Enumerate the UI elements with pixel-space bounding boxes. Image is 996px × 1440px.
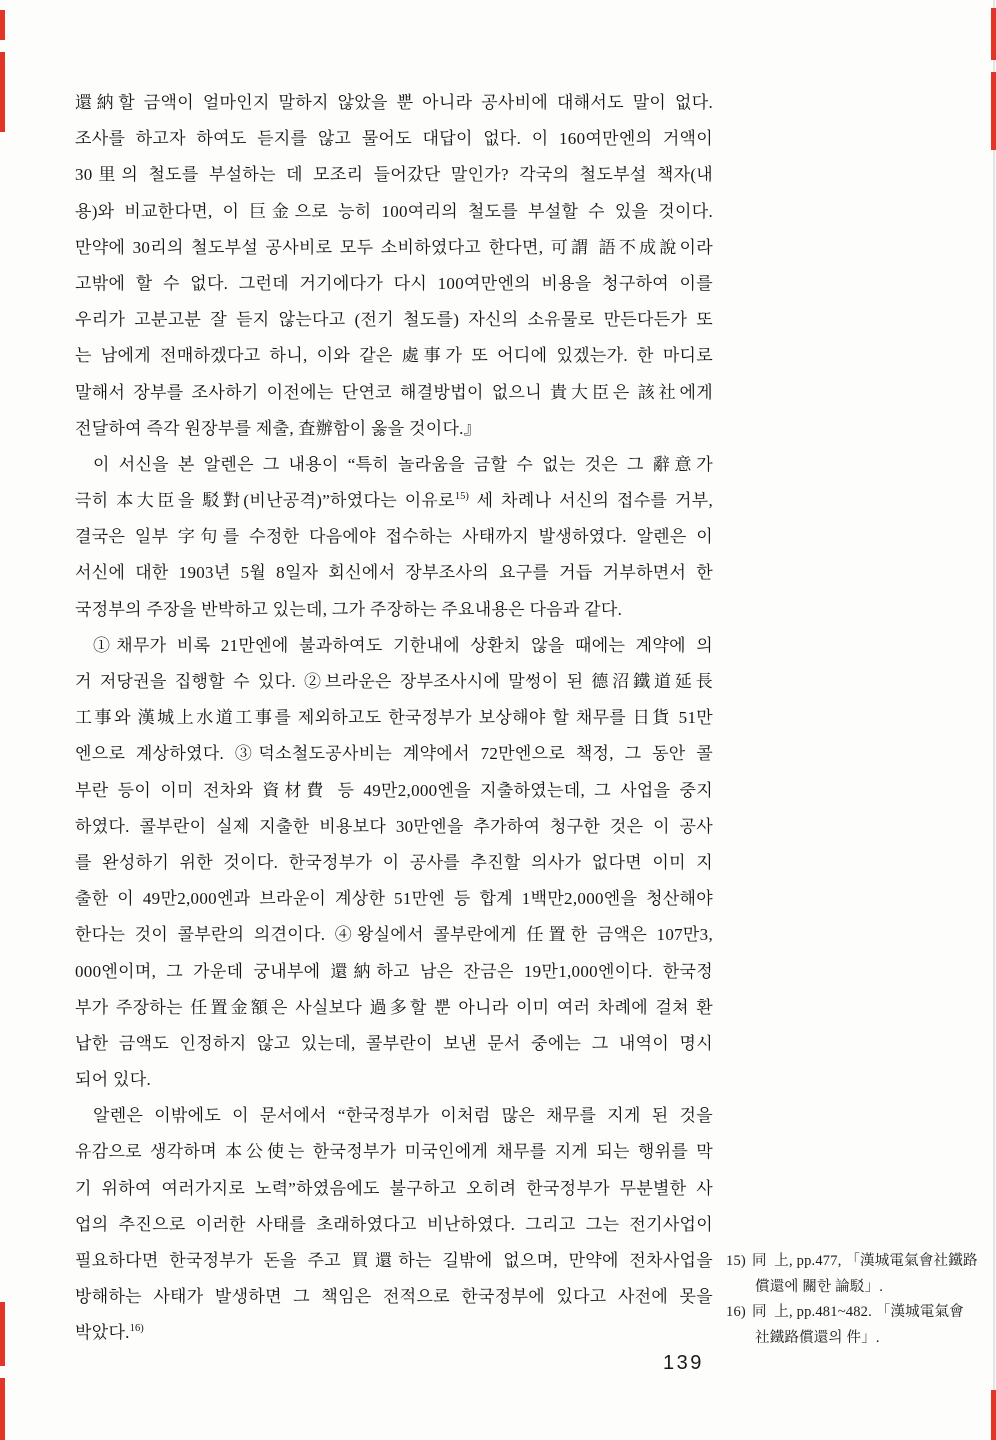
body-line: 를 완성하기 위한 것이다. 한국정부가 이 공사를 추진할 의사가 없다면 이미 지 (75, 852, 713, 872)
body-line: 는 남에게 전매하겠다고 하니, 이와 같은 處事가 또 어디에 있겠는가. 한 마디로 (75, 346, 713, 366)
footnote-first-line: 16) 同 上, pp.481~482. 「漢城電氣會 (726, 1304, 964, 1320)
footnote-line: 償還에 關한 論駁」. (755, 1278, 884, 1295)
footnote-ref: 16) (129, 1323, 144, 1335)
body-line: 000엔이며, 그 가운데 궁내부에 還納하고 남은 잔금은 19만1,000엔이다. 한국정 (75, 961, 713, 981)
body-line: 알렌은 이밖에도 이 문서에서 “한국정부가 이처럼 많은 채무를 지게 된 것을 (93, 1106, 713, 1126)
scan-edge-shadow (993, 0, 995, 1440)
body-line: 결국은 일부 字句를 수정한 다음에야 접수하는 사태까지 발생하였다. 알렌은 이 (75, 527, 713, 547)
footnote-ref: 15) (454, 491, 469, 503)
body-line: ①채무가 비록 21만엔에 불과하여도 기한내에 상환치 않을 때에는 계약에 의 (93, 635, 713, 655)
body-line: 工事와 漢城上水道工事를 제외하고도 한국정부가 보상해야 할 채무를 日貨 51만 (75, 708, 713, 728)
footnotes (726, 1249, 990, 1351)
body-line: 이 서신을 본 알렌은 그 내용이 “특히 놀라움을 금할 수 없는 것은 그 辭意가 (93, 454, 713, 474)
body-line: 30里의 철도를 부설하는 데 모조리 들어갔단 말인가? 각국의 철도부설 책자(내 (75, 165, 713, 185)
body-line: 하였다. 콜부란이 실제 지출한 비용보다 30만엔을 추가하여 청구한 것은 이 공사 (75, 816, 713, 836)
footnote-marker: 15) (726, 1253, 746, 1269)
red-edge-mark (991, 8, 996, 60)
red-edge-mark (0, 1378, 5, 1440)
red-edge-mark (0, 1302, 5, 1366)
red-edge-mark (991, 1390, 996, 1440)
body-line: 박았다.$^{16)}$ (75, 1323, 144, 1343)
footnote (726, 1249, 990, 1300)
footnote (726, 1300, 990, 1351)
page-number: 139 (663, 1352, 704, 1374)
footnote-marker: 16) (726, 1304, 746, 1320)
body-line: 국정부의 주장을 반박하고 있는데, 그가 주장하는 주요내용은 다음과 같다. (75, 599, 623, 619)
body-line: 만약에 30리의 철도부설 공사비로 모두 소비하였다고 한다면, 可謂 語不成說이라 (75, 237, 713, 257)
red-edge-mark (991, 72, 996, 150)
body-line: 한다는 것이 콜부란의 의견이다. ④왕실에서 콜부란에게 任置한 금액은 107만3, (75, 925, 713, 945)
body-line: 되어 있다. (75, 1070, 151, 1090)
body-line: 부가 주장하는 任置金額은 사실보다 過多할 뿐 아니라 이미 여러 차례에 걸쳐 환 (75, 997, 713, 1017)
body-line: 납한 금액도 인정하지 않고 있는데, 콜부란이 보낸 문서 중에는 그 내역이 명시 (75, 1033, 713, 1053)
body-line: 필요하다면 한국정부가 돈을 주고 買還하는 길밖에 없으며, 만약에 전차사업을 (75, 1251, 713, 1270)
footnote-line: 社鐵路償還의 件」. (755, 1329, 880, 1346)
body-line: 우리가 고분고분 잘 듣지 않는다고 (전기 철도를) 자신의 소유물로 만든다든가 또 (75, 310, 713, 330)
body-line: 서신에 대한 1903년 5월 8일자 회신에서 장부조사의 요구를 거듭 거부하면서 한 (75, 563, 713, 583)
body-line: 고밖에 할 수 없다. 그런데 거기에다가 다시 100여만엔의 비용을 청구하여 이를 (75, 273, 713, 293)
body-line: 용)와 비교한다면, 이 巨金으로 능히 100여리의 철도를 부설할 수 있을 것이다. (75, 201, 713, 221)
body-line: 극히 本大臣을 駁對(비난공격)”하였다는 이유로$^{15)}$ 세 차례나 서신의 접수를 거부, (75, 491, 713, 511)
body-line: 엔으로 계상하였다. ③덕소철도공사비는 계약에서 72만엔으로 책정, 그 동안 콜 (75, 744, 713, 764)
body-text (75, 85, 713, 1352)
body-line: 조사를 하고자 하여도 듣지를 않고 물어도 대답이 없다. 이 160여만엔의 거액이 (75, 129, 713, 149)
body-line: 말해서 장부를 조사하기 이전에는 단연코 해결방법이 없으니 貴大臣은 該社에게 (75, 382, 713, 402)
footnote-first-line: 15) 同 上, pp.477, 「漢城電氣會社鐵路 (726, 1253, 978, 1269)
body-line: 부란 등이 이미 전차와 資材費 등 49만2,000엔을 지출하였는데, 그 사업을 중지 (75, 780, 713, 800)
body-line: 출한 이 49만2,000엔과 브라운이 계상한 51만엔 등 합계 1백만2,000엔을 청산해야 (75, 889, 713, 909)
body-line: 기 위하여 여러가지로 노력”하였음에도 불구하고 오히려 한국정부가 무분별한 사 (75, 1178, 713, 1198)
body-line: 거 저당권을 집행할 수 있다. ②브라운은 장부조사시에 말썽이 된 德沼鐵道延長 (75, 672, 713, 691)
red-edge-mark (0, 10, 5, 40)
body-line: 업의 추진으로 이러한 사태를 초래하였다고 비난하였다. 그리고 그는 전기사업이 (75, 1214, 713, 1234)
red-edge-mark (0, 52, 5, 132)
body-line: 還納할 금액이 얼마인지 말하지 않았을 뿐 아니라 공사비에 대해서도 말이 없다. (75, 93, 713, 112)
body-line: 유감으로 생각하며 本公使는 한국정부가 미국인에게 채무를 지게 되는 행위를 막 (75, 1142, 713, 1162)
body-line: 전달하여 즉각 원장부를 제출, 査辦함이 옳을 것이다.』 (75, 418, 482, 438)
body-line: 방해하는 사태가 발생하면 그 책임은 전적으로 한국정부에 있다고 사전에 못을 (75, 1287, 713, 1307)
